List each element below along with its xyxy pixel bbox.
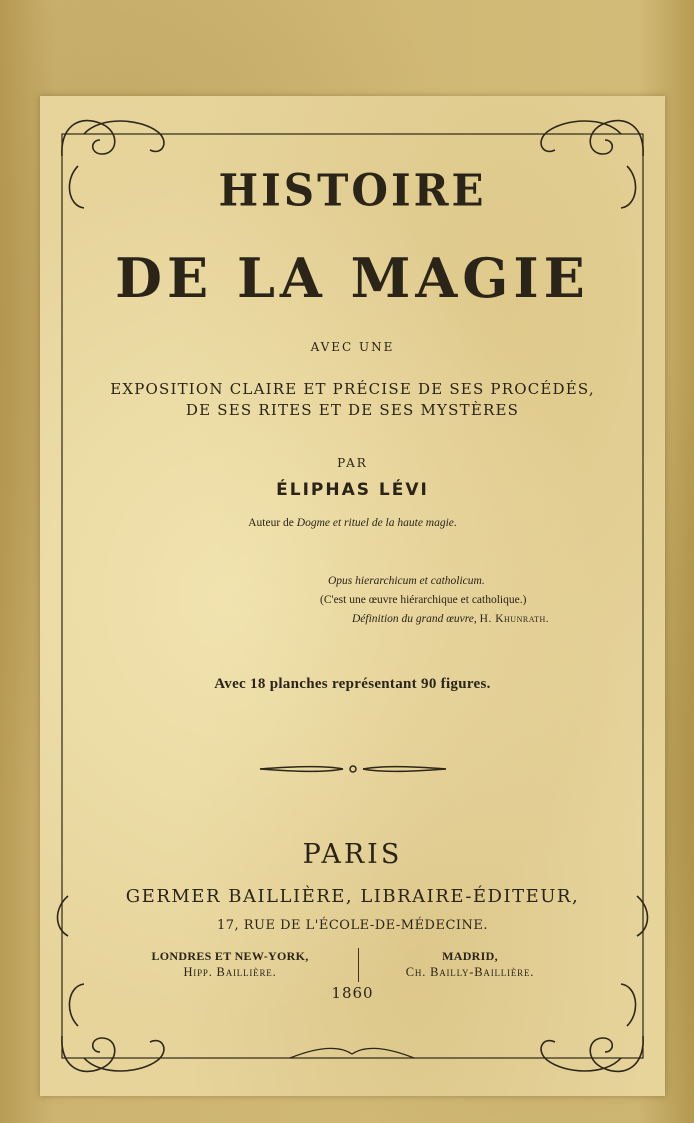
agent-left-name: Hipp. Baillière. [183,965,277,979]
subtitle-line-2: DE SES RITES ET DE SES MYSTÈRES [185,401,520,419]
publication-city: PARIS [302,839,403,870]
avec-une-label: AVEC UNE [310,340,395,354]
author-note-work: Dogme et rituel de la haute magie [296,517,454,529]
epigraph-french: (C'est une œuvre hiérarchique et catholique.) [320,594,527,606]
epigraph [320,572,620,629]
subtitle [40,379,665,421]
author-note [40,517,665,529]
epigraph-source [352,610,620,629]
epigraph-source-title: Définition du grand œuvre, [352,613,477,625]
author-note-suffix: . [453,517,457,529]
agent-right-heading: MADRID, [442,949,498,963]
publication-year: 1860 [331,984,374,1002]
par-label: PAR [337,456,368,470]
epigraph-latin: Opus hierarchicum et catholicum. [328,575,485,587]
title-line-1: HISTOIRE [218,164,487,217]
agent-madrid [350,948,590,980]
plates-note: Avec 18 planches représentant 90 figures. [214,676,491,692]
author-name: ÉLIPHAS LÉVI [276,480,429,500]
publisher-name: GERMER BAILLIÈRE, LIBRAIRE-ÉDITEUR, [125,886,580,907]
epigraph-source-author: H. Khunrath. [479,613,550,625]
agent-right-name: Ch. Bailly-Baillière. [405,965,535,979]
ornamental-divider [258,762,448,776]
title-page [40,96,665,1096]
author-note-prefix: Auteur de [248,517,297,529]
title-line-2: DE LA MAGIE [115,246,590,310]
subtitle-line-1: EXPOSITION CLAIRE ET PRÉCISE DE SES PROCÉDÉS, [110,380,595,398]
agent-left-heading: LONDRES ET NEW-YORK, [151,949,309,963]
publisher-address: 17, RUE DE L'ÉCOLE-DE-MÉDECINE. [216,918,489,933]
agent-london-new-york [110,948,350,980]
